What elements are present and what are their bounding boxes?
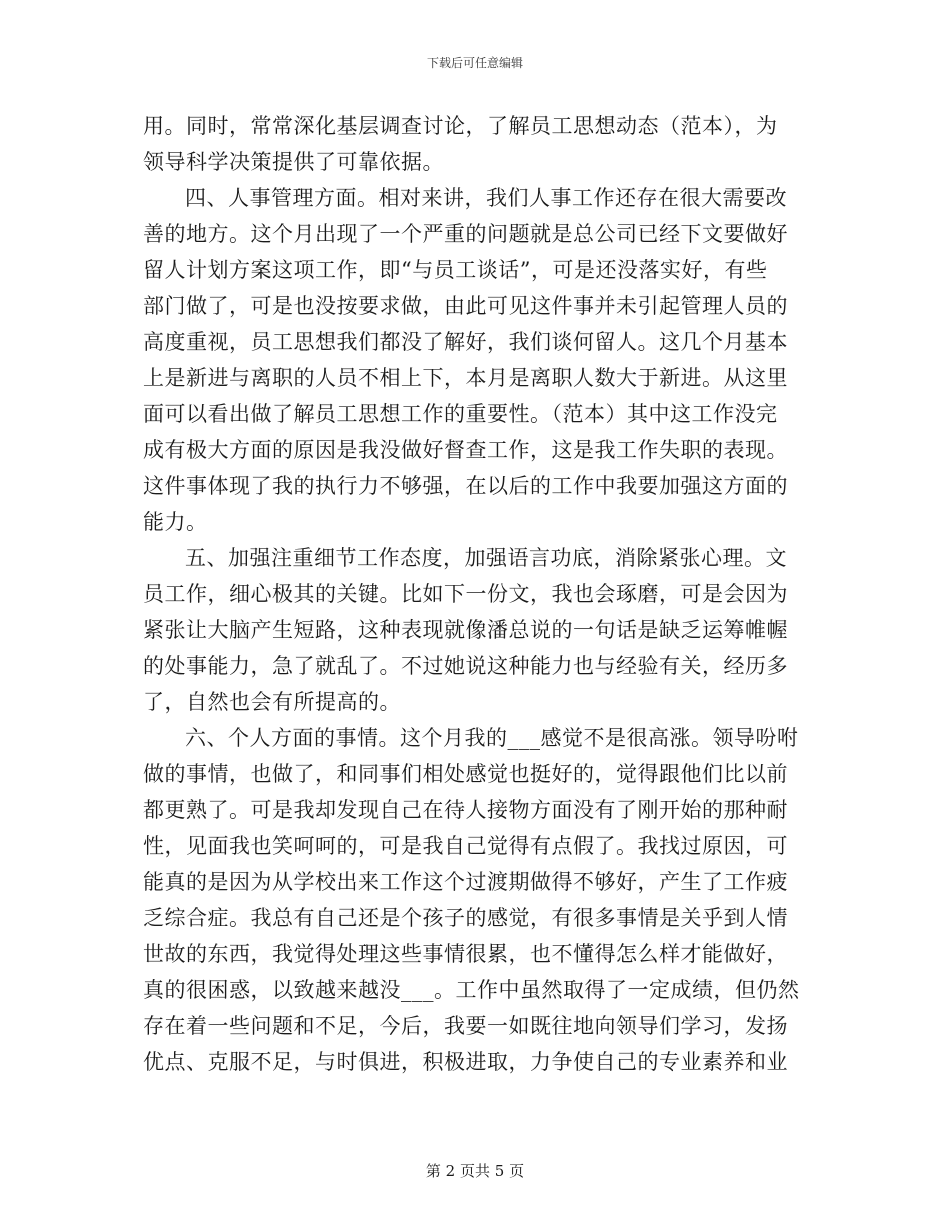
document-body xyxy=(143,108,813,1080)
body-line: 上是新进与离职的人员不相上下，本月是离职人数大于新进。从这里 xyxy=(143,366,788,390)
paragraph-start-line: 四、人事管理方面。相对来讲，我们人事工作还存在很大需要改 xyxy=(185,186,787,210)
body-line: 能真的是因为从学校出来工作这个过渡期做得不够好，产生了工作疲 xyxy=(143,870,788,894)
body-line: 善的地方。这个月出现了一个严重的问题就是总公司已经下文要做好 xyxy=(143,222,788,246)
body-line: 存在着一些问题和不足，今后，我要一如既往地向领导们学习，发扬 xyxy=(143,1014,788,1038)
body-line: 真的很困惑，以致越来越没___。工作中虽然取得了一定成绩，但仍然 xyxy=(143,978,800,1002)
body-line: 留人计划方案这项工作，即“与员工谈话”，可是还没落实好，有些 xyxy=(143,258,768,282)
body-line: 成有极大方面的原因是我没做好督查工作，这是我工作失职的表现。 xyxy=(143,438,788,462)
body-line: 的处事能力，急了就乱了。不过她说这种能力也与经验有关，经历多 xyxy=(143,654,788,678)
body-line: 世故的东西，我觉得处理这些事情很累，也不懂得怎么样才能做好， xyxy=(143,942,788,966)
body-line: 用。同时，常常深化基层调查讨论，了解员工思想动态（范本），为 xyxy=(143,114,778,138)
body-line: 性，见面我也笑呵呵的，可是我自己觉得有点假了。我找过原因，可 xyxy=(143,834,788,858)
body-line: 紧张让大脑产生短路，这种表现就像潘总说的一句话是缺乏运筹帷幄 xyxy=(143,618,788,642)
body-line: 都更熟了。可是我却发现自己在待人接物方面没有了刚开始的那种耐 xyxy=(143,798,788,822)
body-line: 优点、克服不足，与时俱进，积极进取，力争使自己的专业素养和业 xyxy=(143,1050,788,1074)
page-header: 下载后可任意编辑 xyxy=(426,56,523,70)
body-line: 做的事情，也做了，和同事们相处感觉也挺好的，觉得跟他们比以前 xyxy=(143,762,788,786)
body-line: 高度重视，员工思想我们都没了解好，我们谈何留人。这几个月基本 xyxy=(143,330,788,354)
body-line: 面可以看出做了解员工思想工作的重要性。（范本）其中这工作没完 xyxy=(143,402,778,426)
body-line: 这件事体现了我的执行力不够强，在以后的工作中我要加强这方面的 xyxy=(143,474,788,498)
body-line: 领导科学决策提供了可靠依据。 xyxy=(143,150,444,174)
body-line: 部门做了，可是也没按要求做，由此可见这件事并未引起管理人员的 xyxy=(143,294,788,318)
body-line: 能力。 xyxy=(143,510,208,534)
body-line: 了，自然也会有所提高的。 xyxy=(143,690,401,714)
page-number-footer: 第 2 页共 5 页 xyxy=(425,1162,525,1180)
paragraph-start-line: 六、个人方面的事情。这个月我的___感觉不是很高涨。领导吩咐 xyxy=(185,726,799,750)
body-line: 乏综合症。我总有自己还是个孩子的感觉，有很多事情是关乎到人情 xyxy=(143,906,788,930)
body-line: 员工作，细心极其的关键。比如下一份文，我也会琢磨，可是会因为 xyxy=(143,582,788,606)
paragraph-start-line: 五、加强注重细节工作态度，加强语言功底，消除紧张心理。文 xyxy=(185,546,787,570)
